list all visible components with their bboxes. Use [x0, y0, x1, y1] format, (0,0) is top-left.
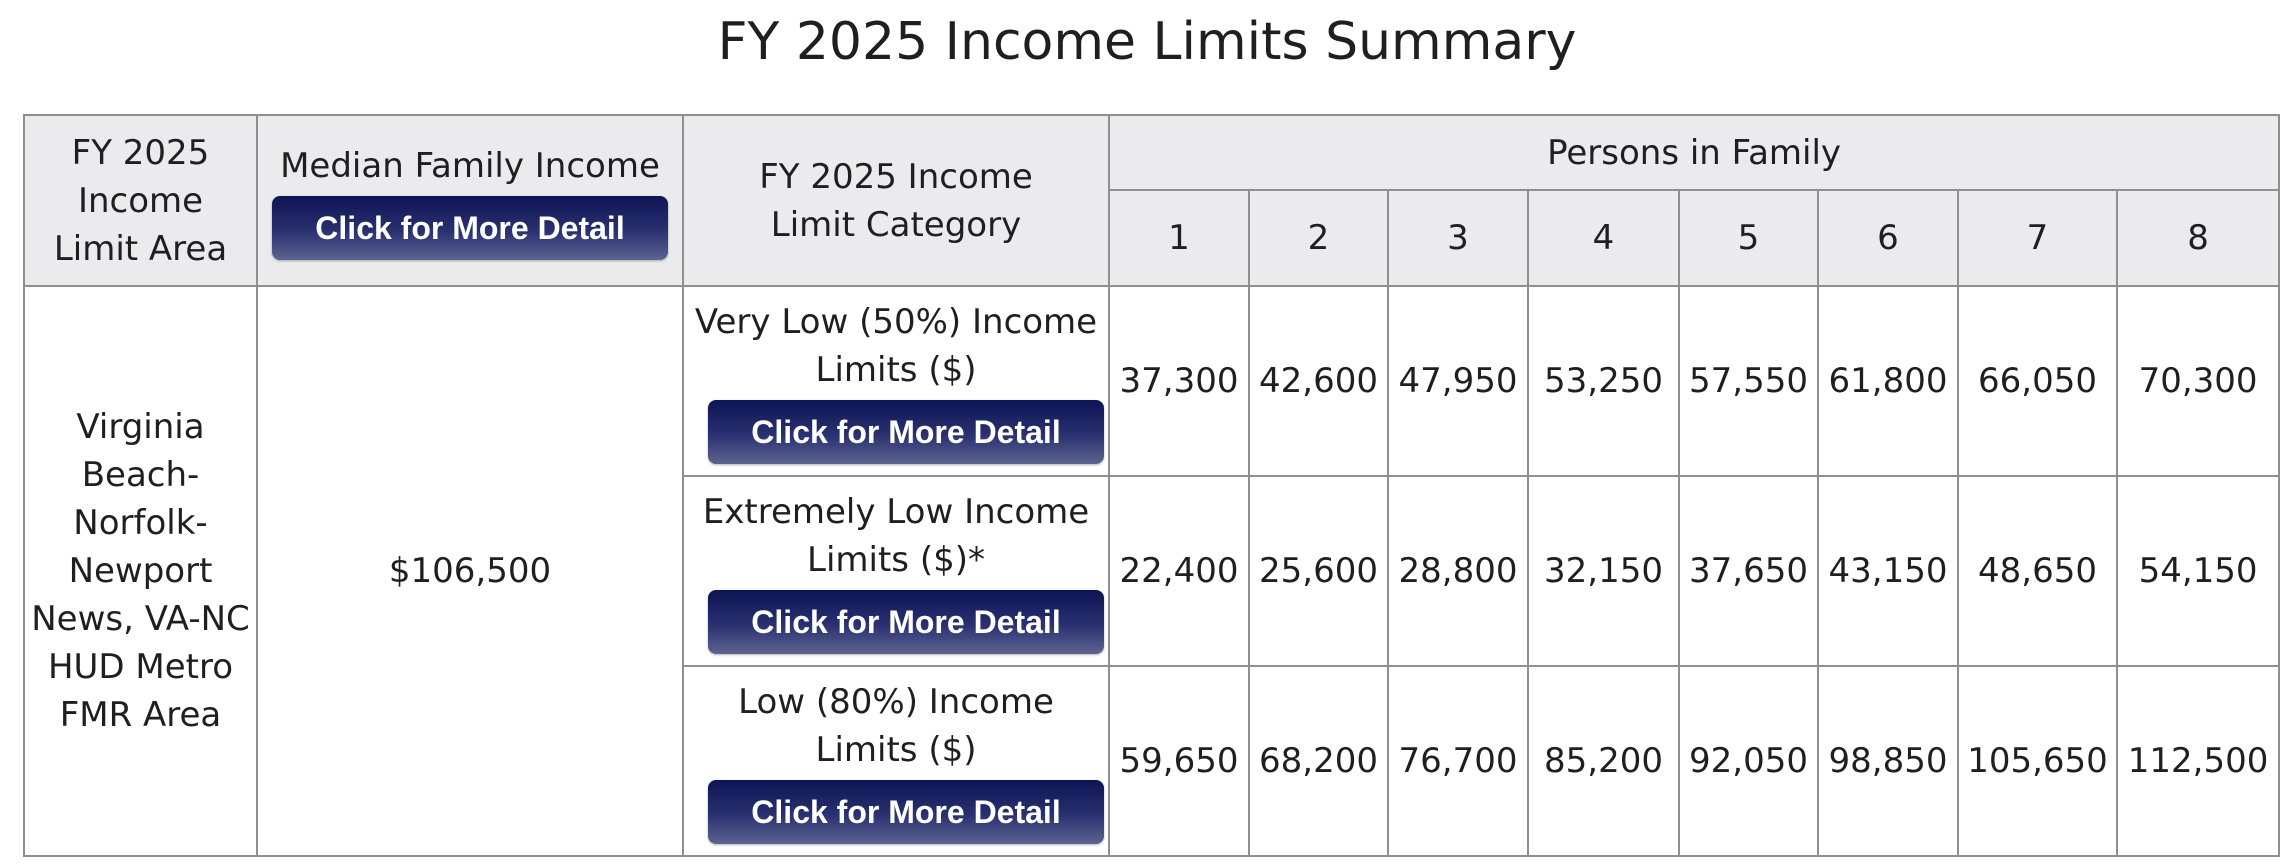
area-name: Virginia Beach-Norfolk-Newport News, VA-NC HUD Metro FMR Area — [24, 286, 257, 856]
limit-value: 25,600 — [1249, 476, 1388, 666]
category-label: Low (80%) Income Limits ($) — [738, 682, 1054, 770]
category-label: Very Low (50%) Income Limits ($) — [694, 302, 1098, 390]
limit-value: 47,950 — [1388, 286, 1528, 476]
limit-value: 28,800 — [1388, 476, 1528, 666]
person-count-header: 2 — [1249, 190, 1388, 286]
limit-value: 59,650 — [1109, 666, 1249, 856]
limit-value: 48,650 — [1958, 476, 2117, 666]
table-row — [24, 286, 2279, 476]
limit-value: 43,150 — [1818, 476, 1958, 666]
category-cell — [683, 476, 1109, 666]
limit-value: 105,650 — [1958, 666, 2117, 856]
limit-value: 92,050 — [1679, 666, 1818, 856]
median-detail-button[interactable]: Click for More Detail — [272, 196, 668, 260]
income-limits-table — [23, 114, 2280, 857]
very-low-detail-button[interactable]: Click for More Detail — [708, 400, 1104, 464]
median-income-value: $106,500 — [257, 286, 683, 856]
limit-value: 54,150 — [2117, 476, 2279, 666]
person-count-header: 1 — [1109, 190, 1249, 286]
page-title: FY 2025 Income Limits Summary — [717, 12, 1577, 72]
limit-value: 37,300 — [1109, 286, 1249, 476]
median-income-header-label: Median Family Income — [280, 145, 660, 186]
category-cell — [683, 666, 1109, 856]
area-header: FY 2025 Income Limit Area — [24, 115, 257, 286]
persons-in-family-header: Persons in Family — [1109, 115, 2279, 190]
limit-value: 85,200 — [1528, 666, 1679, 856]
person-count-header: 3 — [1388, 190, 1528, 286]
person-count-header: 4 — [1528, 190, 1679, 286]
limit-value: 76,700 — [1388, 666, 1528, 856]
category-label: Extremely Low Income Limits ($)* — [702, 492, 1090, 580]
limit-value: 61,800 — [1818, 286, 1958, 476]
limit-value: 112,500 — [2117, 666, 2279, 856]
extremely-low-detail-button[interactable]: Click for More Detail — [708, 590, 1104, 654]
category-cell — [683, 286, 1109, 476]
person-count-header: 6 — [1818, 190, 1958, 286]
limit-value: 98,850 — [1818, 666, 1958, 856]
person-count-header: 8 — [2117, 190, 2279, 286]
limit-value: 22,400 — [1109, 476, 1249, 666]
limit-value: 32,150 — [1528, 476, 1679, 666]
header-row — [24, 115, 2279, 190]
limit-value: 66,050 — [1958, 286, 2117, 476]
person-count-header: 7 — [1958, 190, 2117, 286]
limit-value: 37,650 — [1679, 476, 1818, 666]
person-count-header: 5 — [1679, 190, 1818, 286]
limit-value: 57,550 — [1679, 286, 1818, 476]
median-income-header — [257, 115, 683, 286]
limit-value: 70,300 — [2117, 286, 2279, 476]
limit-value: 42,600 — [1249, 286, 1388, 476]
limit-value: 68,200 — [1249, 666, 1388, 856]
low-detail-button[interactable]: Click for More Detail — [708, 780, 1104, 844]
category-header: FY 2025 Income Limit Category — [683, 115, 1109, 286]
limit-value: 53,250 — [1528, 286, 1679, 476]
